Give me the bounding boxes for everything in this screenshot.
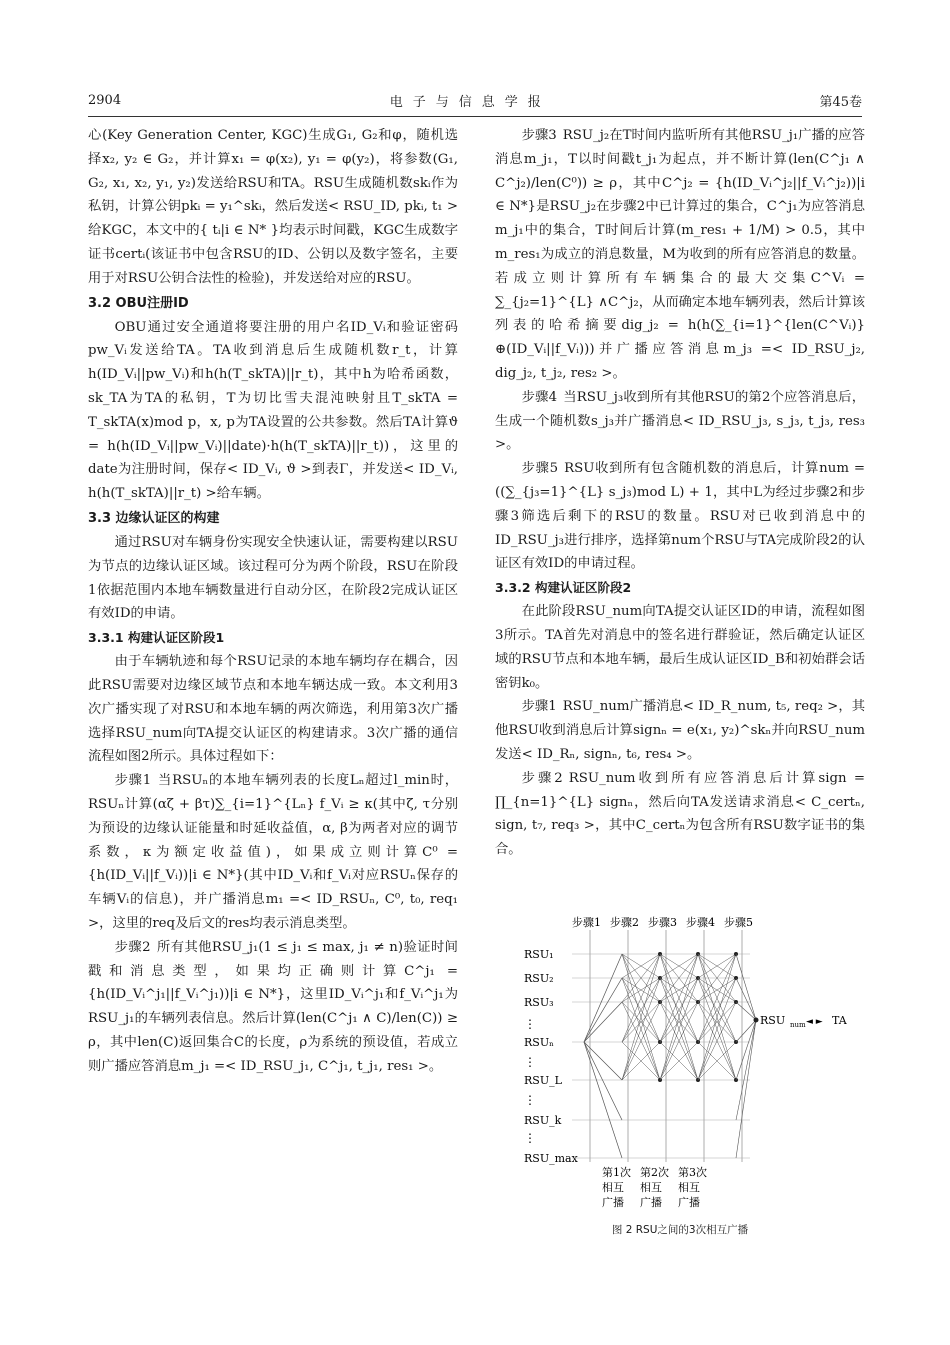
- step-3: [495, 124, 865, 386]
- round-label: 第1次: [602, 1166, 631, 1179]
- bidirectional-arrow: ◄ ►: [806, 1017, 823, 1027]
- step-2: [88, 936, 458, 1079]
- step-text: 当RSU_j₃收到所有其他RSU的第2个应答消息后，生成一个随机数s_j₃并广播消息< ID_RSU_j₃, s_j₃, t_j₃, res₃ >。: [495, 389, 866, 453]
- section-heading-3-3-2: 3.3.2 构建认证区阶段2: [495, 580, 632, 596]
- step-text: RSU_j₂在T时间内监听所有其他RSU_j₁广播的应答消息m_j₁，T以时间戳t_j₁为起点，并不断计算(len(C^j₁ ∧ C^j₂)/len(C⁰)) ≥ ρ，其中C^j₂ = {h(ID_Vᵢ^j₂||f_Vᵢ^j₂))|i ∈ N*}是RSU_j₂在步骤2中已计算过的集合，C^j₁为应答消息m_j₁中的集合，T时间后计算(m_res₁ + 1/M) > 0.5，其中m_res₁为成立的消息数量，M为收到的所有应答消息的数量。若成立则计算所有车辆集合的最大交集C^Vᵢ = ∑_{j₂=1}^{L} ∧C^j₂，从而确定本地车辆列表，然后计算该列表的哈希摘要dig_j₂ = h(h(∑_{i=1}^{len(C^Vᵢ)} ⊕(ID_Vᵢ||f_Vᵢ)))并广播应答消息m_j₃ =< ID_RSU_j₂, dig_j₂, t_j₂, res₂ >。: [495, 128, 865, 381]
- left-column: [88, 124, 458, 1078]
- step-1: [88, 769, 458, 936]
- figure-caption: 图 2 RSU之间的3次相互广播: [611, 1224, 749, 1236]
- rsu-label: RSUₙ: [524, 1036, 554, 1049]
- rsu-label: RSU₂: [524, 972, 554, 985]
- step-header-label: 步骤2: [610, 916, 639, 929]
- step-header-label: 步骤5: [724, 916, 753, 929]
- step-label: 步骤1: [521, 699, 557, 715]
- round-label: 第2次: [640, 1166, 669, 1179]
- ellipsis-label: ⋮: [524, 1093, 536, 1107]
- stage2-step-1: [495, 695, 865, 766]
- paragraph-stage2: 在此阶段RSU_num向TA提交认证区ID的申请，流程如图3所示。TA首先对消息中的签名进行群验证，然后确定认证区域的RSU节点和本地车辆，最后生成认证区ID_B和初始群会话密钥k₀。: [495, 604, 865, 691]
- converge-line: [736, 1020, 756, 1120]
- step-text: RSU收到所有包含随机数的消息后，计算num = ((∑_{j₃=1}^{L} s_j₃)mod L) + 1，其中L为经过步骤2和步骤3筛选后剩下的RSU的数量。RSU对已收到消息中的ID_RSU_j₃进行排序，选择第num个RSU与TA完成阶段2的认证区有效ID的申请过程。: [495, 461, 865, 572]
- converge-line: [736, 978, 756, 1020]
- step-text: 当RSUₙ的本地车辆列表的长度Lₙ超过l_min时，RSUₙ计算(αζ + βτ)∑_{i=1}^{Lₙ} f_Vᵢ ≥ κ(其中ζ, τ分别为预设的边缘认证能量和时延收益值，α, β为两者对应的调节系数，κ为额定收益值)，如果成立则计算C⁰ = {h(ID_Vᵢ||f_Vᵢ))|i ∈ N*}(其中ID_Vᵢ和f_Vᵢ对应RSUₙ保存的车辆Vᵢ的信息)，并广播消息m₁ =< ID_RSUₙ, C⁰, t₀, req₁ >，这里的req及后文的res均表示消息类型。: [88, 773, 458, 931]
- section-heading-3-2: 3.2 OBU注册ID: [88, 295, 189, 311]
- stage2-step-2: [495, 767, 865, 862]
- figure-2-broadcast-diagram: [510, 912, 865, 1242]
- round-label: 广播: [602, 1196, 624, 1209]
- rsu-label: RSU_k: [524, 1114, 562, 1127]
- paragraph-stage1: 由于车辆轨迹和每个RSU记录的本地车辆均存在耦合，因此RSU需要对边缘区域节点和本地车辆达成一致。本文利用3次广播实现了对RSU和本地车辆的两次筛选，利用第3次广播选择RSU_num向TA提交认证区的构建请求。3次广播的通信流程如图2所示。具体过程如下：: [88, 654, 458, 765]
- step-4: [495, 386, 865, 457]
- broadcast-diagram-svg: [510, 912, 865, 1242]
- round-label: 相互: [602, 1181, 624, 1194]
- journal-title: 电子与信息学报: [389, 94, 551, 110]
- right-column: [495, 124, 865, 862]
- rsu-label: RSU₃: [524, 996, 554, 1009]
- round-label: 相互: [678, 1181, 700, 1194]
- paragraph-edge-zone: 通过RSU对车辆身份实现安全快速认证，需要构建以RSU为节点的边缘认证区域。该过程可分为两个阶段，RSU在阶段1依据范围内本地车辆数量进行自动分区，在阶段2完成认证区有效ID的申请。: [88, 534, 458, 622]
- rsu-num-subscript: num: [790, 1021, 806, 1029]
- page-header: [88, 88, 862, 117]
- converge-line: [736, 1020, 756, 1158]
- step-label: 步骤2: [114, 939, 151, 955]
- round-label: 广播: [678, 1196, 700, 1209]
- section-heading-3-3: 3.3 边缘认证区的构建: [88, 510, 220, 526]
- rsu-num-label: RSU: [760, 1014, 786, 1027]
- step-label: 步骤2: [521, 770, 563, 786]
- round-label: 相互: [640, 1181, 662, 1194]
- step-label: 步骤5: [521, 461, 559, 477]
- page-number: 2904: [88, 92, 122, 108]
- ellipsis-label: ⋮: [524, 1055, 536, 1069]
- rsu-label: RSU₁: [524, 948, 554, 961]
- volume-label: 第45卷: [819, 94, 862, 110]
- rsu-num-node: [754, 1018, 759, 1023]
- step-header-label: 步骤4: [686, 916, 715, 929]
- ta-label: TA: [832, 1014, 847, 1027]
- step-text: RSU_num广播消息< ID_R_num, t₅, req₂ >，其他RSU收到消息后计算signₙ = e(x₁, y₂)^skₙ并向RSU_num发送< ID_Rₙ, signₙ, t₆, res₄ >。: [495, 699, 865, 762]
- step-label: 步骤3: [521, 128, 557, 143]
- rsu-label: RSU_max: [524, 1152, 578, 1165]
- paragraph-obu-registration: OBU通过安全通道将要注册的用户名ID_Vᵢ和验证密码pw_Vᵢ发送给TA。TA收到消息后生成随机数r_t，计算h(ID_Vᵢ||pw_Vᵢ)和h(h(T_skTA)||r_t)，其中h为哈希函数，sk_TA为TA的私钥，T为切比雪夫混沌映射且T_skTA = T_skTA(x)mod p，x, p为TA设置的公共参数。然后TA计算ϑ = h(h(ID_Vᵢ||pw_Vᵢ)||date)·h(h(T_skTA)||r_t))，这里的date为注册时间，保存< ID_Vᵢ, ϑ >到表Γ，并发送< ID_Vᵢ, h(h(T_skTA)||r_t) >给车辆。: [88, 319, 458, 502]
- converge-line: [736, 954, 756, 1020]
- step-5: [495, 457, 865, 576]
- ellipsis-label: ⋮: [524, 1017, 536, 1031]
- round-label: 广播: [640, 1196, 662, 1209]
- step-label: 步骤1: [114, 773, 152, 789]
- step-text: 所有其他RSU_j₁(1 ≤ j₁ ≤ max, j₁ ≠ n)验证时间戳和消息类型，如果均正确则计算C^j₁ = {h(ID_Vᵢ^j₁||f_Vᵢ^j₁))|i ∈ N*}，这里ID_Vᵢ^j₁和f_Vᵢ^j₁为RSU_j₁的车辆列表信息。然后计算(len(C^j₁ ∧ C)/len(C)) ≥ ρ，其中len(C)返回集合C的长度，ρ为系统的预设值，若成立则广播应答消息m_j₁ =< ID_RSU_j₁, C^j₁, t_j₁, res₁ >。: [88, 939, 458, 1074]
- paragraph-kgc: 心(Key Generation Center, KGC)生成G₁, G₂和φ，随机选择x₂, y₂ ∈ G₂，并计算x₁ = φ(x₂), y₁ = φ(y₂)，将参数(G₁, G₂, x₁, x₂, y₁, y₂)发送给RSU和TA。RSU生成随机数skᵢ作为私钥，计算公钥pkᵢ = y₁^skᵢ，然后发送< RSU_ID, pkᵢ, t₁ >给KGC，本文中的{ tᵢ|i ∈ N* }均表示时间戳，KGC生成数字证书certᵢ(该证书中包含RSU的ID、公钥以及数字签名，主要用于对RSU公钥合法性的检验)，并发送给对应的RSU。: [88, 128, 458, 286]
- step-label: 步骤4: [521, 389, 558, 405]
- step-text: RSU_num收到所有应答消息后计算sign = ∏_{n=1}^{L} signₙ，然后向TA发送请求消息< C_certₙ, sign, t₇, req₃ >，其中C_certₙ为包含所有RSU数字证书的集合。: [495, 770, 865, 858]
- step-header-label: 步骤3: [648, 916, 677, 929]
- section-heading-3-3-1: 3.3.1 构建认证区阶段1: [88, 630, 225, 646]
- rsu-label: RSU_L: [524, 1074, 562, 1087]
- round-label: 第3次: [678, 1166, 707, 1179]
- step-header-label: 步骤1: [572, 916, 601, 929]
- ellipsis-label: ⋮: [524, 1131, 536, 1145]
